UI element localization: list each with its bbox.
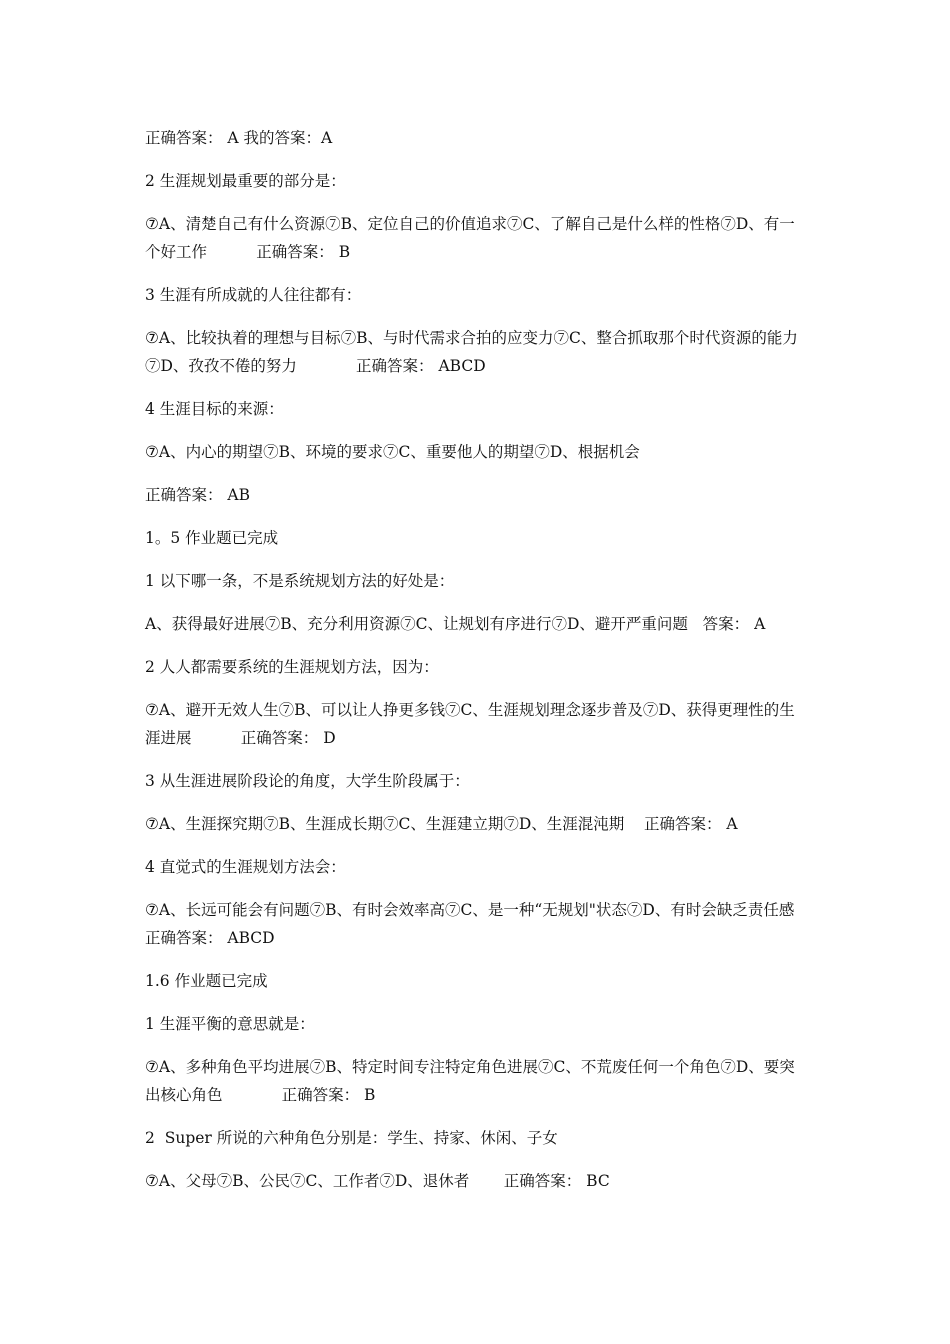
section-1-6-q1-title: 1 生涯平衡的意思就是：: [145, 1015, 315, 1033]
section-1-5-q2-title: 2 人人都需要系统的生涯规划方法，因为：: [145, 658, 439, 676]
section-1-5-heading: 1。5 作业题已完成: [145, 529, 279, 547]
section-1-5-q1-title: 1 以下哪一条，不是系统规划方法的好处是：: [145, 572, 455, 590]
question-2-title: 2 生涯规划最重要的部分是：: [145, 172, 346, 190]
section-1-6-q2-options: ⑦A、父母⑦B、公民⑦C、工作者⑦D、退休者 正确答案： BC: [145, 1172, 610, 1190]
question-2-options: ⑦A、清楚自己有什么资源⑦B、定位自己的价值追求⑦C、了解自己是什么样的性格⑦D、有一个好工作 正确答案： B: [145, 215, 795, 261]
document-body: [145, 124, 884, 1210]
section-1-5-q1-options: A、获得最好进展⑦B、充分利用资源⑦C、让规划有序进行⑦D、避开严重问题 答案： A: [145, 615, 766, 633]
section-1-5-q4-title: 4 直觉式的生涯规划方法会：: [145, 858, 346, 876]
section-1-5-q3-title: 3 从生涯进展阶段论的角度，大学生阶段属于：: [145, 772, 470, 790]
question-3-options: ⑦A、比较执着的理想与目标⑦B、与时代需求合拍的应变力⑦C、整合抓取那个时代资源的能力⑦D、孜孜不倦的努力 正确答案： ABCD: [145, 329, 798, 375]
question-4-title: 4 生涯目标的来源：: [145, 400, 284, 418]
question-4-options: ⑦A、内心的期望⑦B、环境的要求⑦C、重要他人的期望⑦D、根据机会: [145, 443, 640, 461]
section-1-6-q2-title: 2 Super 所说的六种角色分别是：学生、持家、休闲、子女: [145, 1129, 558, 1147]
section-1-5-q3-options: ⑦A、生涯探究期⑦B、生涯成长期⑦C、生涯建立期⑦D、生涯混沌期 正确答案： A: [145, 815, 738, 833]
question-3-title: 3 生涯有所成就的人往往都有：: [145, 286, 362, 304]
section-1-5-q4-options: ⑦A、长远可能会有问题⑦B、有时会效率高⑦C、是一种“无规划"状态⑦D、有时会缺乏责任感 正确答案： ABCD: [145, 901, 884, 947]
answer-line: 正确答案： A 我的答案：A: [145, 129, 333, 147]
section-1-6-heading: 1.6 作业题已完成: [145, 972, 268, 990]
section-1-5-q2-options: ⑦A、避开无效人生⑦B、可以让人挣更多钱⑦C、生涯规划理念逐步普及⑦D、获得更理性的生涯进展 正确答案： D: [145, 701, 795, 747]
section-1-6-q1-options: ⑦A、多种角色平均进展⑦B、特定时间专注特定角色进展⑦C、不荒废任何一个角色⑦D、要突出核心角色 正确答案： B: [145, 1058, 795, 1104]
question-4-answer: 正确答案： AB: [145, 486, 251, 504]
